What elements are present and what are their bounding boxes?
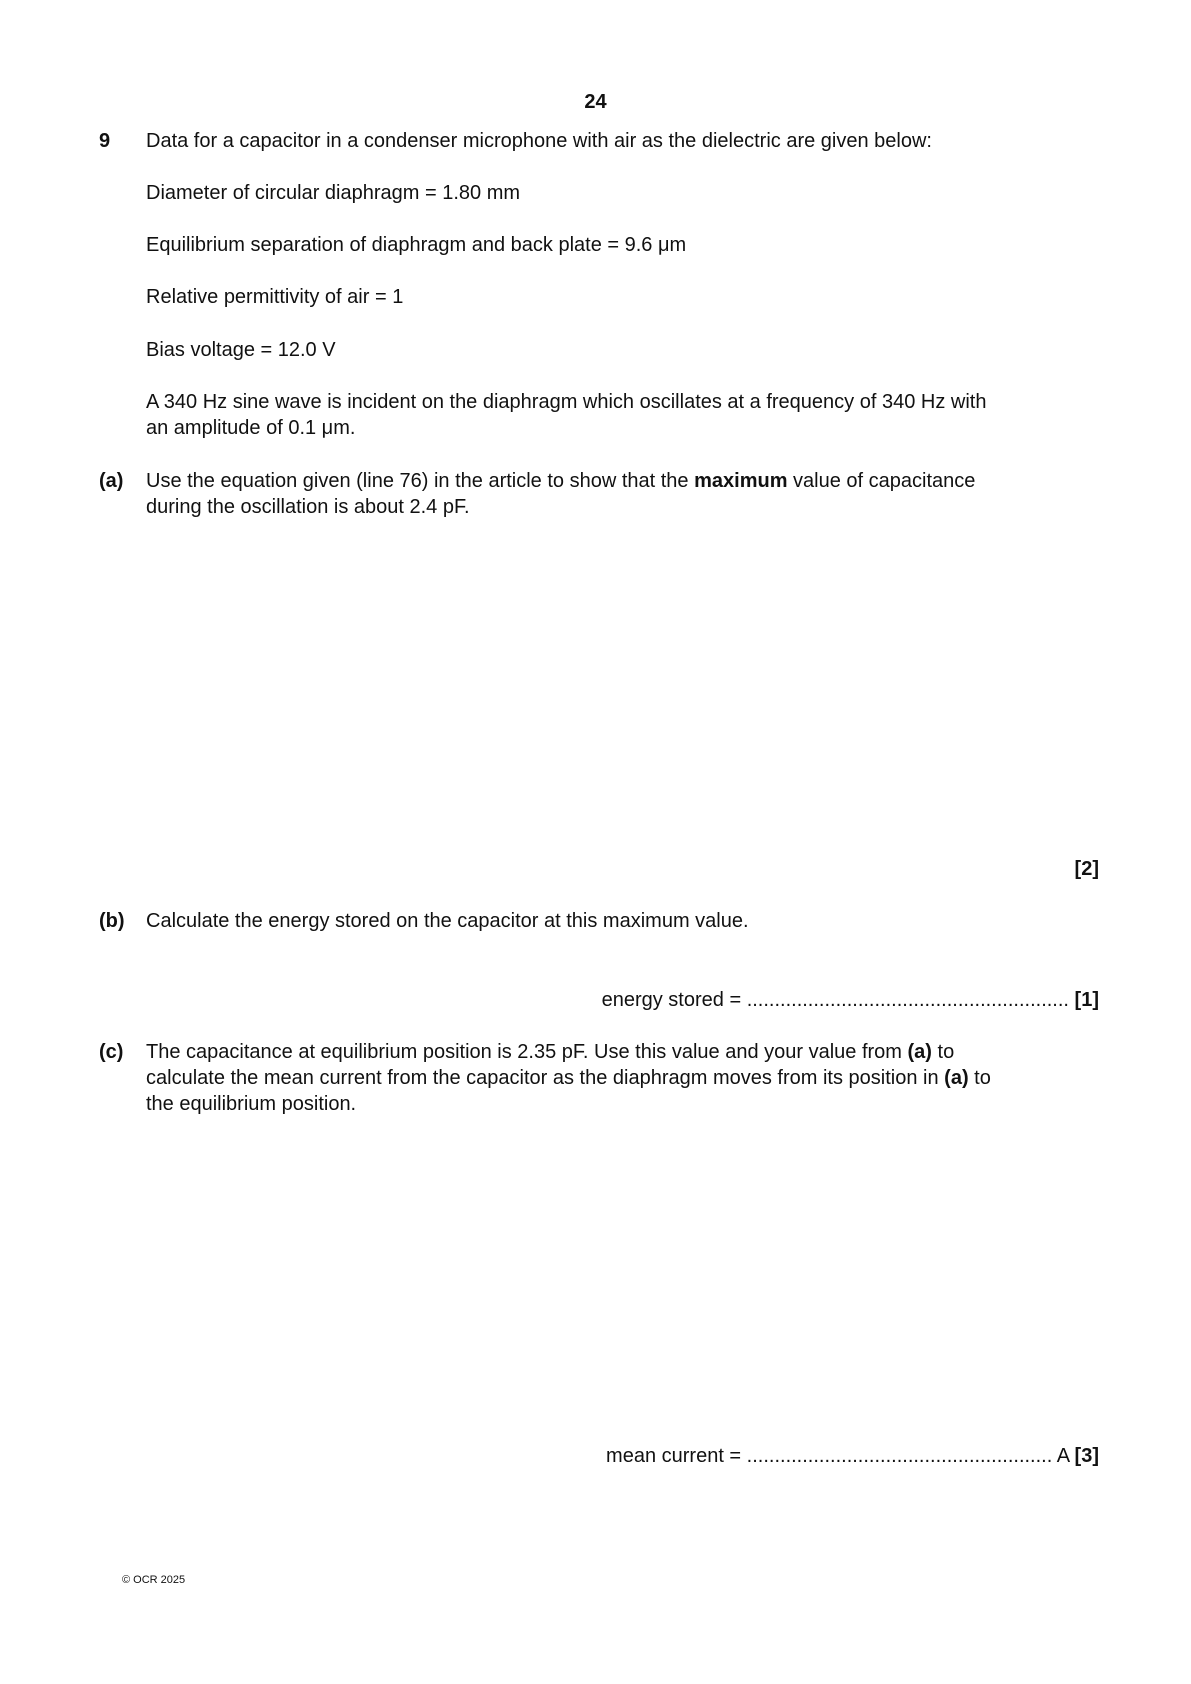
part-c-line2-post: to: [968, 1067, 991, 1089]
data-separation: Equilibrium separation of diaphragm and back plate = 9.6 μm: [146, 234, 687, 256]
part-a-text: [146, 468, 1096, 520]
part-a-emphasis: maximum: [694, 470, 788, 492]
current-unit: A: [1052, 1445, 1075, 1467]
current-answer-label: mean current =: [606, 1445, 747, 1467]
wave-line-1: A 340 Hz sine wave is incident on the diaphragm which oscillates at a frequency of 340 Hz with: [146, 391, 987, 413]
question-number: 9: [99, 130, 111, 152]
current-answer-line[interactable]: [606, 1443, 1099, 1469]
energy-answer-line[interactable]: [602, 987, 1099, 1013]
part-c-text: [146, 1039, 1096, 1117]
wave-line-2: an amplitude of 0.1 μm.: [146, 417, 356, 439]
part-a-line2: during the oscillation is about 2.4 pF.: [146, 496, 470, 518]
copyright-footer: © OCR 2025: [122, 1574, 186, 1586]
part-b-label: (b): [99, 910, 125, 932]
data-bias-voltage: Bias voltage = 12.0 V: [146, 339, 336, 361]
part-b-marks: [1]: [1074, 989, 1099, 1011]
part-a-label: (a): [99, 470, 124, 492]
data-permittivity: Relative permittivity of air = 1: [146, 286, 404, 308]
part-c-marks: [3]: [1074, 1445, 1099, 1467]
energy-answer-label: energy stored =: [601, 989, 747, 1011]
part-b-text: Calculate the energy stored on the capacitor at this maximum value.: [146, 910, 749, 932]
wave-description: [146, 389, 1096, 441]
part-a-line1-pre: Use the equation given (line 76) in the article to show that the: [146, 470, 695, 492]
part-c-label: (c): [99, 1041, 124, 1063]
question-intro: Data for a capacitor in a condenser microphone with air as the dielectric are given below:: [146, 130, 932, 152]
part-c-line1-post: to: [931, 1041, 955, 1063]
current-answer-dots[interactable]: .......................................................: [746, 1445, 1053, 1467]
part-c-ref-a-1: (a): [907, 1041, 932, 1063]
energy-answer-dots[interactable]: ..........................................................: [746, 989, 1069, 1011]
part-a-marks: [2]: [1074, 858, 1099, 880]
part-a-line1-post: value of capacitance: [787, 470, 976, 492]
part-c-line2-pre: calculate the mean current from the capacitor as the diaphragm moves from its position in: [146, 1067, 945, 1089]
data-diameter: Diameter of circular diaphragm = 1.80 mm: [146, 182, 521, 204]
part-c-line3: the equilibrium position.: [146, 1093, 357, 1115]
part-c-line1-pre: The capacitance at equilibrium position is 2.35 pF. Use this value and your value from: [146, 1041, 908, 1063]
part-c-ref-a-2: (a): [944, 1067, 969, 1089]
page-number: 24: [584, 91, 607, 113]
